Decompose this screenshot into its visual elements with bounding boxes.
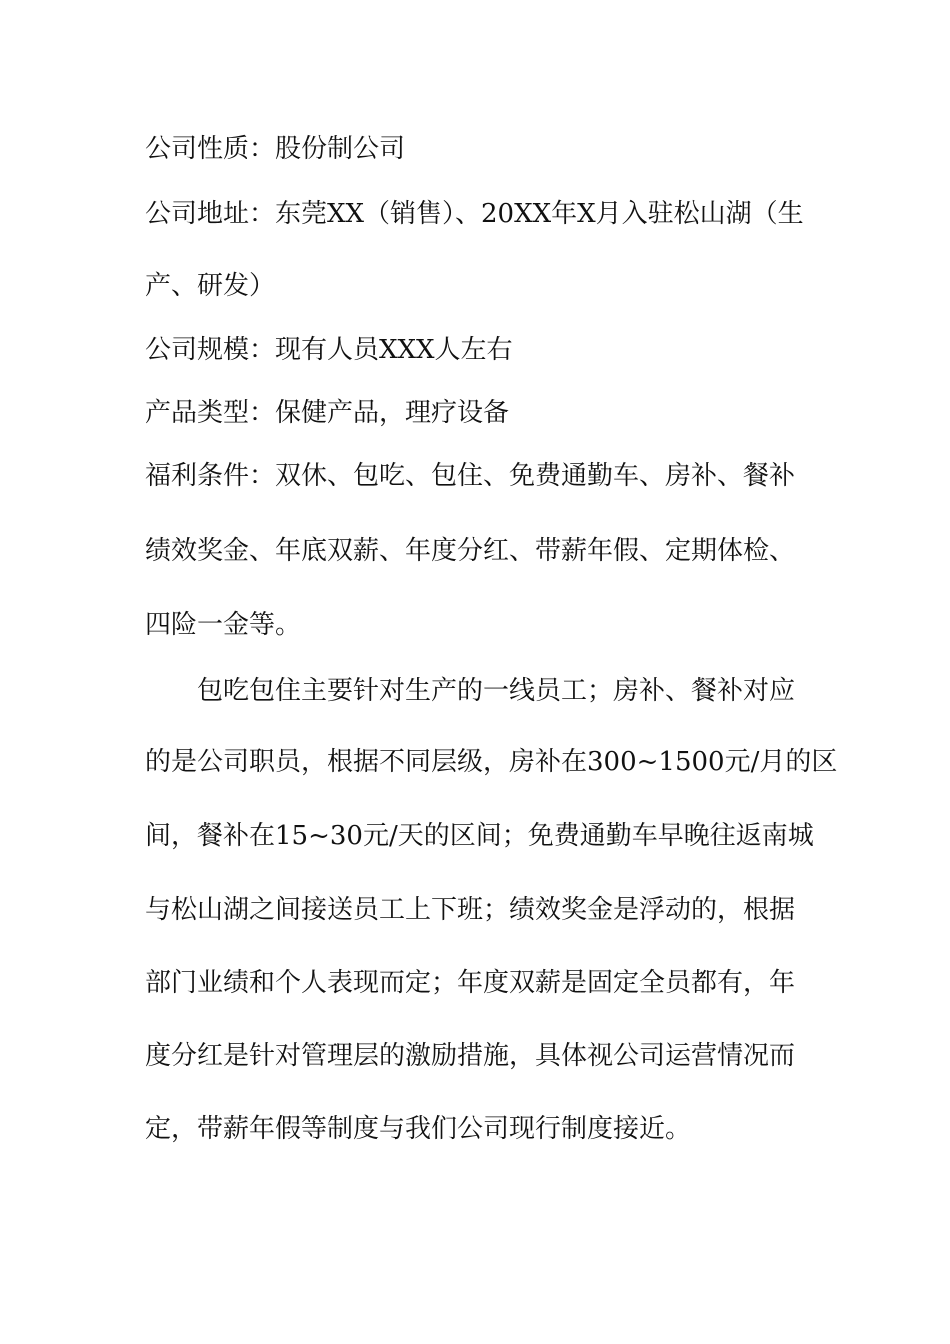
benefits-line: 福利条件：双休、包吃、包住、免费通勤车、房补、餐补: [145, 461, 796, 491]
company-scale-line: 公司规模：现有人员XXX人左右: [145, 335, 513, 365]
paragraph-line-4: 与松山湖之间接送员工上下班；绩效奖金是浮动的，根据: [145, 895, 796, 925]
benefits-line-continued-1: 绩效奖金、年底双薪、年度分红、带薪年假、定期体检、: [145, 536, 796, 566]
paragraph-line-1: 包吃包住主要针对生产的一线员工；房补、餐补对应: [197, 676, 796, 706]
benefits-line-continued-2: 四险一金等。: [145, 610, 302, 640]
company-address-line: 公司地址：东莞XX（销售）、20XX年X月入驻松山湖（生: [145, 199, 804, 229]
paragraph-line-3: 间，餐补在15~30元/天的区间；免费通勤车早晚往返南城: [145, 821, 814, 851]
product-type-line: 产品类型：保健产品，理疗设备: [145, 398, 510, 428]
company-address-line-continued: 产、研发）: [145, 271, 276, 301]
paragraph-line-6: 度分红是针对管理层的激励措施，具体视公司运营情况而: [145, 1041, 796, 1071]
paragraph-line-2: 的是公司职员，根据不同层级，房补在300~1500元/月的区: [145, 747, 838, 777]
company-nature-line: 公司性质：股份制公司: [145, 134, 406, 164]
paragraph-line-7: 定，带薪年假等制度与我们公司现行制度接近。: [145, 1114, 692, 1144]
paragraph-line-5: 部门业绩和个人表现而定；年度双薪是固定全员都有，年: [145, 968, 796, 998]
